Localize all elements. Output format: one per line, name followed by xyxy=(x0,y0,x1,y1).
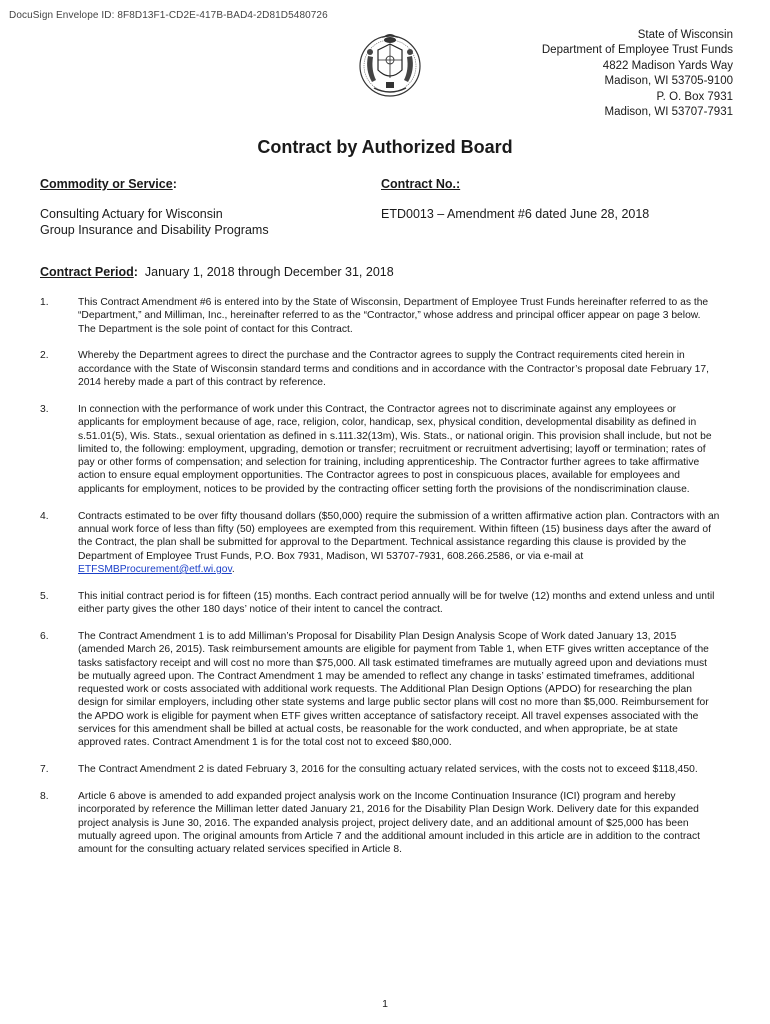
address-line: P. O. Box 7931 xyxy=(656,90,733,103)
list-item xyxy=(40,790,720,856)
item-text: Contracts estimated to be over fifty thousand dollars ($50,000) require the submission of a written affirmative action plan. Contractors with an annual work force of less than fifty (50) employees are exempted from this requirement. Within fifteen (15) business days after the award of the Contract, the plan shall be submitted for approval to the Department. Technical assistance regarding this clause is provided by the Department of Employee Trust Funds, P.O. Box 7931, Madison, WI 53707-7931, 608.266.2586, or via e-mail at ETFSMBProcurement@etf.wi.gov. xyxy=(78,510,720,575)
page-number: 1 xyxy=(382,998,388,1010)
list-item xyxy=(40,349,720,389)
item-number: 1. xyxy=(40,297,49,308)
item-number: 5. xyxy=(40,590,49,602)
department-address xyxy=(542,28,733,120)
email-link[interactable]: ETFSMBProcurement@etf.wi.gov xyxy=(78,563,232,575)
commodity-line: Consulting Actuary for Wisconsin xyxy=(40,207,223,221)
item-text: This Contract Amendment #6 is entered into by the State of Wisconsin, Department of Employee Trust Funds hereinafter referred to as the “Department,” and Milliman, Inc., hereinafter referred to as the “Contractor,” whose address and principal officer appear on page 3 below. The Department is the sole point of contact for this Contract. xyxy=(78,297,709,335)
item-text: In connection with the performance of work under this Contract, the Contractor agrees not to discriminate against any employees or applicants for employment because of age, race, religion, color, handicap, sex, physical condition, developmental disability as defined in s.51.01(5), Wis. Stats., sexual orientation as defined in s.111.32(13m), Wis. Stats., or national origin. This provision shall include, but not be limited to, the following: employment, upgrading, demotion or transfer; recruitment or recruitment advertising; layoff or termination; rates of pay or other forms of compensation; and selection for training, including apprenticeship. The Contractor further agrees to take affirmative action to ensure equal employment opportunities. The Contractor agrees to post in conspicuous places, available for employees and applicants for employment, notices to be provided by the contracting officer setting forth the provisions of the nondiscrimination clause. xyxy=(78,403,712,495)
address-line: Madison, WI 53707-7931 xyxy=(604,106,733,119)
item-number: 4. xyxy=(40,510,49,522)
docusign-envelope-id: DocuSign Envelope ID: 8F8D13F1-CD2E-417B-BAD4-2D81D5480726 xyxy=(9,10,328,21)
commodity-label: Commodity or Service: xyxy=(40,177,177,191)
contract-period-label: Contract Period xyxy=(40,265,134,279)
item-number: 8. xyxy=(40,791,49,803)
list-item xyxy=(40,510,720,576)
address-line: 4822 Madison Yards Way xyxy=(602,59,733,72)
item-text: The Contract Amendment 1 is to add Milliman’s Proposal for Disability Plan Design Analysis Scope of Work dated January 13, 2015 (amended March 26, 2015). Task reimbursement amounts are eligible for payment from Table 1, when ETF gives written acceptance of the tasks satisfactory receipt and will cost no more than $75,000. All task estimated timeframes are mutually agreed upon and deviations must be mutually agreed upon. The Contract Amendment 1 may be amended to reflect any change in tasks’ estimated timeframes, additional requested work or costs associated with additional work requests. The Additional Plan Design Options (APDO) for researching the plan design for similar employers, including other state systems and large public sector plans will cost no more than $5,000. Reimbursement for the APDO work is eligible for payment when ETF gives written acceptance of satisfactory receipt. All travel expenses associated with the services for this amendment shall be billed at actual costs, be reasonable for the work conducted, and when appropriate, be at state approved rates. Contract Amendment 1 is for the total cost not to exceed $80,000. xyxy=(78,630,709,749)
item-text: Article 6 above is amended to add expanded project analysis work on the Income Continuation Insurance (ICI) program and hereby incorporated by reference the Milliman letter dated January 21, 2016 for the Disability Plan Design Work. Delivery date for this expanded project analysis is June 30, 2016. The expanded analysis project, project delivery date, and an additional amount of $25,000 has been mutually agreed upon. The original amounts from Article 7 and the additional amount included in this article are in addition to the contract amount for the consulting actuary related services specified in Article 8. xyxy=(78,791,700,856)
address-line: Madison, WI 53705-9100 xyxy=(604,75,733,88)
contract-no-label: Contract No.: xyxy=(381,177,461,191)
page-title: Contract by Authorized Board xyxy=(257,137,513,157)
address-line: Department of Employee Trust Funds xyxy=(541,44,733,57)
item-text: This initial contract period is for fifteen (15) months. Each contract period annually will be for twelve (12) months and extend unless and until either party gives the other 180 days’ notice of their intent to cancel the contract. xyxy=(78,590,715,616)
list-item xyxy=(40,403,720,496)
item-text: The Contract Amendment 2 is dated February 3, 2016 for the consulting actuary related services, with the costs not to exceed $118,450. xyxy=(78,764,698,776)
list-item xyxy=(40,630,720,750)
state-seal-icon xyxy=(352,26,428,102)
list-item xyxy=(40,296,720,336)
item-number: 7. xyxy=(40,764,49,776)
commodity-value xyxy=(40,206,269,238)
item-text: Whereby the Department agrees to direct the purchase and the Contractor agrees to supply the Contract requirements cited herein in accordance with the State of Wisconsin standard terms and conditions and in accordance with the Contractor’s proposal date February 17, 2014 hereby made a part of this contract by reference. xyxy=(78,350,709,389)
list-item xyxy=(40,763,720,776)
commodity-line: Group Insurance and Disability Programs xyxy=(40,223,269,237)
contract-articles xyxy=(40,296,720,870)
item-number: 2. xyxy=(40,350,49,362)
address-line: State of Wisconsin xyxy=(637,29,733,41)
list-item xyxy=(40,590,720,617)
contract-no-value: ETD0013 – Amendment #6 dated June 28, 2018 xyxy=(381,207,650,221)
contract-period-value: January 1, 2018 through December 31, 2018 xyxy=(144,265,394,279)
item-number: 3. xyxy=(40,403,49,415)
contract-period: Contract Period: January 1, 2018 through December 31, 2018 xyxy=(40,265,394,279)
item-number: 6. xyxy=(40,630,49,642)
